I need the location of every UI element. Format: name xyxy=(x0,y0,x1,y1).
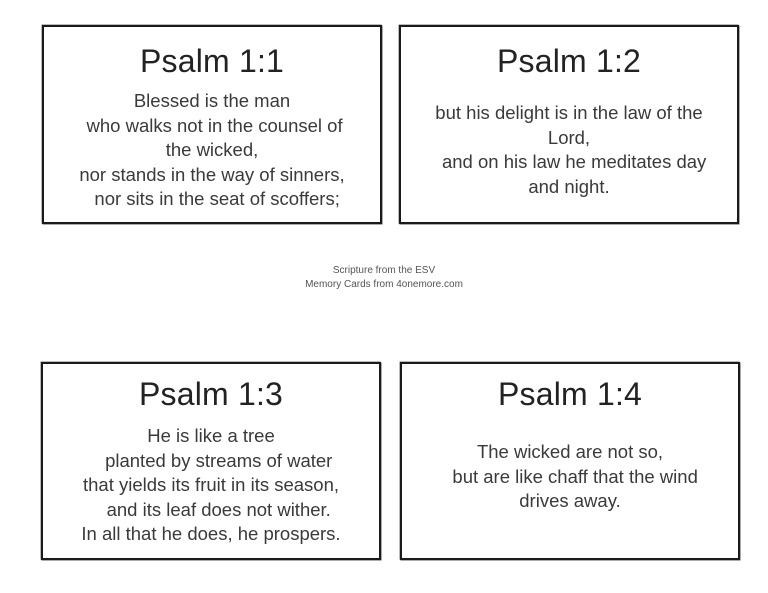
card-title: Psalm 1:3 xyxy=(138,376,284,412)
verse-line: planted by streams of water xyxy=(89,449,333,471)
memory-card-psalm-1-3 xyxy=(41,362,381,560)
scripture-source: Scripture from the ESV xyxy=(332,265,436,276)
verse-line: nor stands in the way of sinners, xyxy=(79,163,345,185)
cards-source: Memory Cards from 4onemore.com xyxy=(305,279,463,290)
verse-line: who walks not in the counsel of xyxy=(81,114,343,136)
memory-card-psalm-1-2 xyxy=(399,25,739,224)
verse-line: In all that he does, he prospers. xyxy=(81,523,341,544)
card-title: Psalm 1:4 xyxy=(497,376,643,412)
verse-line: He is like a tree xyxy=(147,425,275,446)
verse-line: that yields its fruit in its season, xyxy=(82,474,340,495)
verse-line: the wicked, xyxy=(165,139,259,160)
verse-line: The wicked are not so, xyxy=(476,441,664,462)
memory-card-psalm-1-1 xyxy=(42,25,382,224)
card-verse-text xyxy=(43,424,379,547)
card-verse-text xyxy=(402,440,738,514)
card-verse-text xyxy=(44,89,380,212)
verse-line: drives away. xyxy=(519,490,621,511)
memory-card-psalm-1-4 xyxy=(400,362,740,560)
card-title: Psalm 1:1 xyxy=(139,43,285,79)
verse-line: but his delight is in the law of the xyxy=(435,102,703,123)
verse-line: and night. xyxy=(528,175,610,197)
verse-line: but are like chaff that the wind xyxy=(442,465,698,487)
verse-line: and on his law he meditates day xyxy=(431,151,707,172)
verse-line: Lord, xyxy=(547,126,591,148)
verse-line: nor sits in the seat of scoffers; xyxy=(84,188,340,209)
attribution-note xyxy=(0,264,768,292)
verse-line: Blessed is the man xyxy=(133,90,291,111)
card-verse-text xyxy=(401,101,737,199)
verse-line: and its leaf does not wither. xyxy=(91,498,331,520)
card-title: Psalm 1:2 xyxy=(496,43,642,79)
